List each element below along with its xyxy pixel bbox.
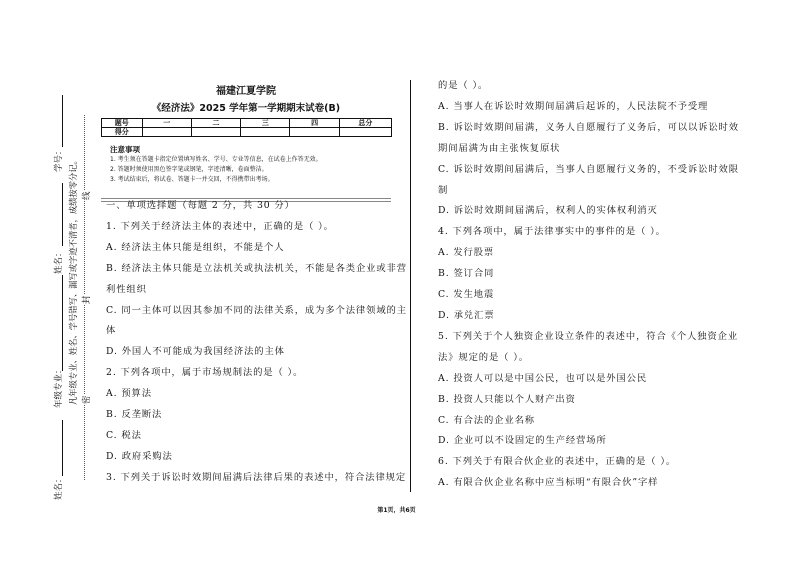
text-line: 4. 下列各项中，属于法律事实中的事件的是（ ）。 bbox=[438, 226, 666, 238]
left-column bbox=[106, 196, 407, 489]
score-cell bbox=[290, 128, 339, 137]
note-item: 1. 考生须在答题卡指定位置填写姓名、学号、专业等信息，在试卷上作答无效。 bbox=[110, 156, 322, 163]
text-line: 制 bbox=[438, 184, 449, 196]
page-footer: 第1页，共6页 bbox=[377, 507, 416, 514]
grade-major-label: 年级专业： bbox=[54, 365, 64, 408]
text-line: C. 发生地震 bbox=[438, 289, 495, 301]
score-table bbox=[101, 118, 392, 137]
text-line: C. 同一主体可以因其参加不同的法律关系，成为多个法律领域的主 bbox=[106, 304, 407, 316]
text-line: D. 外国人不可能成为我国经济法的主体 bbox=[106, 346, 285, 358]
text-line: A. 发行股票 bbox=[438, 247, 495, 259]
exam-notes bbox=[110, 145, 322, 185]
text-line: 利性组织 bbox=[106, 283, 147, 295]
name-line bbox=[62, 183, 63, 246]
seal-char-feng: 封 bbox=[82, 295, 92, 304]
score-cell bbox=[339, 128, 391, 137]
text-line: D. 企业可以不设固定的生产经营场所 bbox=[438, 435, 607, 447]
cell: 三 bbox=[241, 119, 290, 128]
text-line: B. 反垄断法 bbox=[106, 409, 163, 421]
name-line-2 bbox=[62, 420, 63, 476]
text-line: 5. 下列关于个人独资企业设立条件的表述中，符合《个人独资企业 bbox=[438, 330, 739, 342]
score-table-header-row bbox=[102, 119, 392, 128]
text-line: A. 当事人在诉讼时效期间届满后起诉的，人民法院不予受理 bbox=[438, 100, 709, 112]
text-line: 1. 下列关于经济法主体的表述中，正确的是（ ）。 bbox=[106, 220, 334, 232]
text-line: D. 承兑汇票 bbox=[438, 309, 495, 321]
cell: 总分 bbox=[339, 119, 391, 128]
text-line: 法》规定的是（ ）。 bbox=[438, 351, 529, 363]
right-column bbox=[438, 76, 739, 494]
text-line: 一、单项选择题（每题 2 分，共 30 分） bbox=[106, 200, 295, 211]
binding-warning: 凡年级专业、姓名、学号错写、漏写或字迹不清者，成绩按零分记。 bbox=[68, 156, 78, 405]
score-cell bbox=[191, 128, 240, 137]
text-line: C. 税法 bbox=[106, 429, 142, 441]
score-table-score-row bbox=[102, 128, 392, 137]
text-line: B. 签订合同 bbox=[438, 268, 495, 280]
cell: 题号 bbox=[102, 119, 143, 128]
notes-heading: 注意事项 bbox=[110, 145, 140, 154]
text-line: A. 投资人可以是中国公民，也可以是外国公民 bbox=[438, 372, 648, 384]
text-line: 期间届满为由主张恢复原状 bbox=[438, 142, 561, 154]
exam-title: 《经济法》2025 学年第一学期期末试卷(B) bbox=[151, 103, 341, 114]
text-line: A. 预算法 bbox=[106, 388, 152, 400]
text-line: A. 经济法主体只能是组织，不能是个人 bbox=[106, 241, 285, 253]
text-line: C. 诉讼时效期间届满后，当事人自愿履行义务的，不受诉讼时效限 bbox=[438, 163, 739, 175]
note-item: 3. 考试结束后，将试卷、答题卡一并交回，不得携带出考场。 bbox=[110, 176, 274, 183]
text-line: 的是（ ）。 bbox=[438, 80, 489, 91]
seal-char-xian: 线 bbox=[82, 191, 92, 200]
text-line: B. 诉讼时效期间届满，义务人自愿履行了义务后，可以以诉讼时效 bbox=[438, 121, 739, 133]
cell: 四 bbox=[290, 119, 339, 128]
text-line: 6. 下列关于有限合伙企业的表述中，正确的是（ ）。 bbox=[438, 456, 677, 468]
text-line: 体 bbox=[106, 325, 117, 337]
column-divider bbox=[410, 80, 411, 492]
grade-major-line bbox=[62, 275, 63, 371]
text-line: 2. 下列各项中，属于市场规制法的是（ ）。 bbox=[106, 367, 304, 379]
name-label: 姓名： bbox=[54, 248, 64, 274]
cell: 二 bbox=[191, 119, 240, 128]
text-line: D. 诉讼时效期间届满后，权利人的实体权利消灭 bbox=[438, 205, 658, 217]
score-cell bbox=[241, 128, 290, 137]
cell: 得分 bbox=[102, 128, 143, 137]
text-line: B. 经济法主体只能是立法机关或执法机关，不能是各类企业或非营 bbox=[106, 262, 407, 274]
student-id-label: 学号： bbox=[54, 146, 64, 172]
student-id-line bbox=[62, 95, 63, 147]
text-line: C. 有合法的企业名称 bbox=[438, 414, 535, 426]
seal-char-mi: 密 bbox=[82, 395, 92, 404]
note-item: 2. 答题时须使用黑色签字笔或钢笔，字迹清晰，卷面整洁。 bbox=[110, 166, 268, 173]
text-line: 3. 下列关于诉讼时效期间届满后法律后果的表述中，符合法律规定 bbox=[106, 471, 407, 483]
name-label-2: 姓名： bbox=[54, 474, 64, 500]
school-name: 福建江夏学院 bbox=[216, 86, 276, 97]
score-cell bbox=[142, 128, 191, 137]
text-line: B. 投资人只能以个人财产出资 bbox=[438, 393, 576, 405]
text-line: D. 政府采购法 bbox=[106, 450, 173, 462]
cell: 一 bbox=[142, 119, 191, 128]
text-line: A. 有限合伙企业名称中应当标明“有限合伙”字样 bbox=[438, 477, 659, 489]
